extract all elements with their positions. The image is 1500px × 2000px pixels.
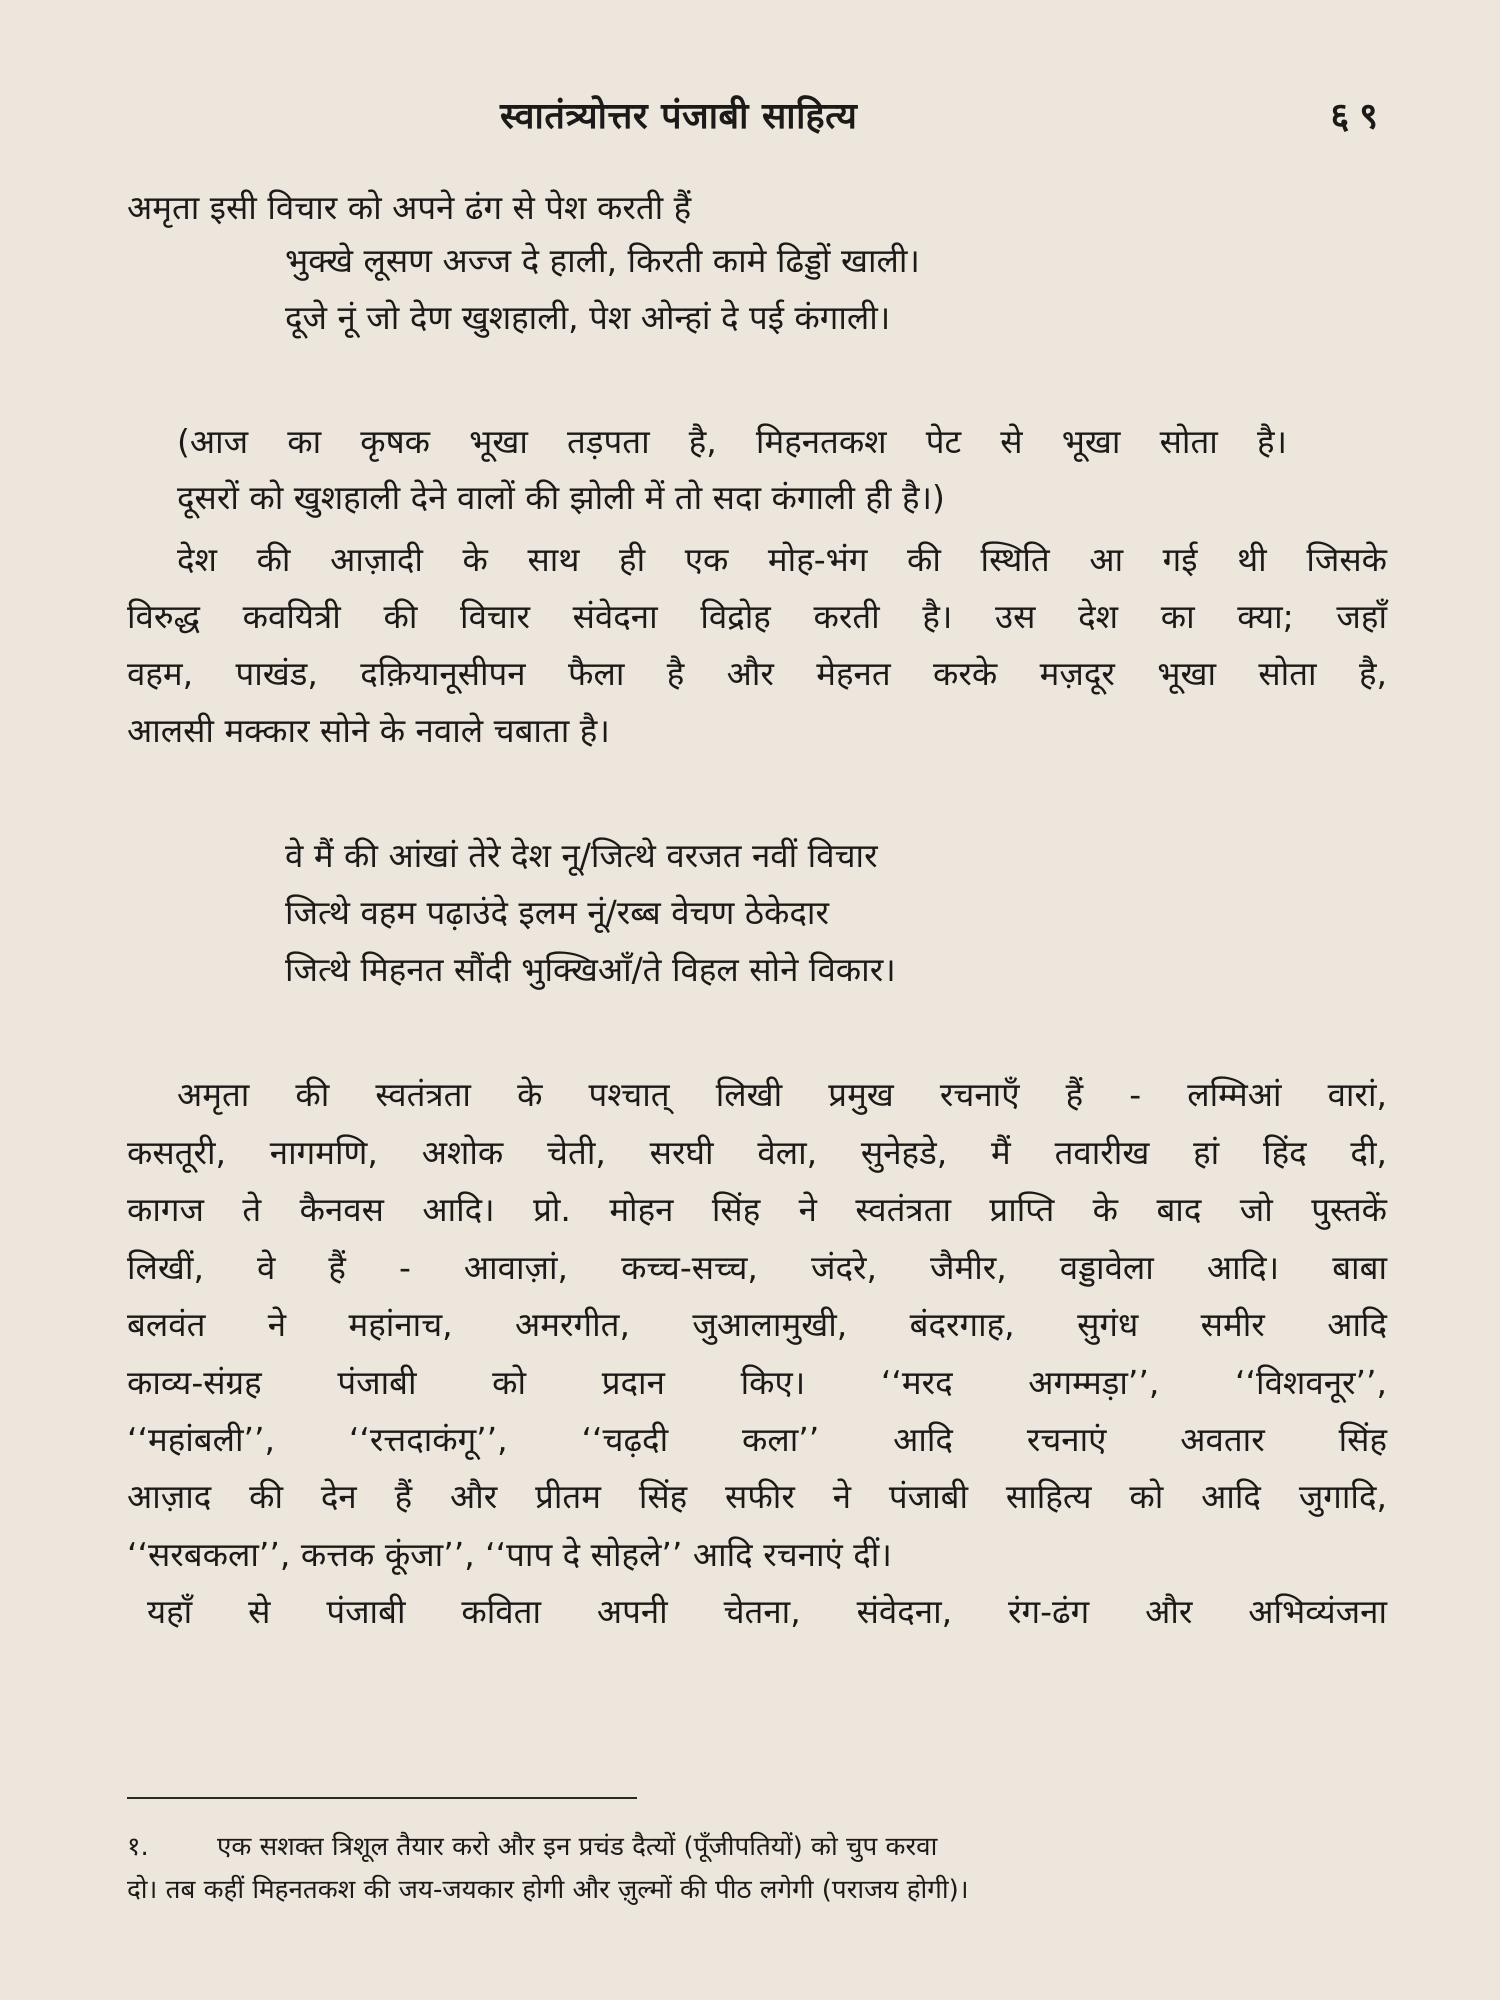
footnote-number: १. (127, 1832, 149, 1862)
paragraph-line: विरुद्ध कवयित्री की विचार संवेदना विद्रोह करती है। उस देश का क्या; जहाँ (127, 597, 1387, 636)
paragraph-line: वहम, पाखंड, दक़ियानूसीपन फैला है और मेहनत करके मज़दूर भूखा सोता है, (127, 654, 1387, 693)
paragraph-line: बलवंत ने महांनाच, अमरगीत, जुआलामुखी, बंदरगाह, सुगंध समीर आदि (127, 1305, 1387, 1344)
paragraph-line: देश की आज़ादी के साथ ही एक मोह-भंग की स्थिति आ गई थी जिसके (177, 540, 1387, 579)
page-number: ६९ (1330, 96, 1388, 137)
paragraph-line: यहाँ से पंजाबी कविता अपनी चेतना, संवेदना, रंग-ढंग और अभिव्यंजना (147, 1592, 1387, 1631)
translation-line-2: दूसरों को खुशहाली देने वालों की झोली में तो सदा कंगाली ही है।) (177, 478, 945, 517)
verse-line-4: जित्थे वहम पढ़ाउंदे इलम नूं/रब्ब वेचण ठेकेदार (285, 893, 829, 932)
footnote-divider (127, 1797, 637, 1799)
verse-line-5: जित्थे मिहनत सौंदी भुक्खिआँ/ते विहल सोने विकार। (285, 950, 896, 989)
translation-line-1: (आज का कृषक भूखा तड़पता है, मिहनतकश पेट से भूखा सोता है। (177, 422, 1287, 461)
footnote-line-1 (127, 1830, 1387, 1864)
verse-line-3: वे मैं की आंखां तेरे देश नू/जित्थे वरजत नवीं विचार (285, 836, 878, 875)
paragraph-line: लिखीं, वे हैं - आवाज़ां, कच्च-सच्च, जंदरे, जैमीर, वड्डावेला आदि। बाबा (127, 1248, 1387, 1287)
paragraph-line: ‘‘महांबली’’, ‘‘रत्तदाकंगू’’, ‘‘चढ़दी कला’’ आदि रचनाएं अवतार सिंह (127, 1420, 1387, 1459)
paragraph-line: अमृता की स्वतंत्रता के पश्चात् लिखी प्रमुख रचनाएँ हैं - लम्मिआं वारां, (177, 1075, 1387, 1114)
running-header (0, 90, 1500, 140)
footnote-line-2: दो। तब कहीं मिहनतकश की जय-जयकार होगी और ज़ुल्मों की पीठ लगेगी (पराजय होगी)। (127, 1875, 969, 1905)
body-line-1: अमृता इसी विचार को अपने ढंग से पेश करती हैं (127, 188, 692, 227)
paragraph-line: ‘‘सरबकला’’, कत्तक कूंजा’’, ‘‘पाप दे सोहले’’ आदि रचनाएं दीं। (127, 1535, 892, 1574)
paragraph-line: काव्य-संग्रह पंजाबी को प्रदान किए। ‘‘मरद अगम्मड़ा’’, ‘‘विशवनूर’’, (127, 1363, 1387, 1402)
verse-line-1: भुक्खे लूसण अज्ज दे हाली, किरती कामे ढिड्डों खाली। (285, 241, 920, 280)
verse-line-2: दूजे नूं जो देण खुशहाली, पेश ओन्हां दे पई कंगाली। (285, 298, 891, 337)
paragraph-line: कसतूरी, नागमणि, अशोक चेती, सरघी वेला, सुनेहडे, मैं तवारीख हां हिंद दी, (127, 1133, 1387, 1172)
footnote-text-1: एक सशक्त त्रिशूल तैयार करो और इन प्रचंड दैत्यों (पूँजीपतियों) को चुप करवा (217, 1832, 938, 1862)
paragraph-line: आलसी मक्कार सोने के नवाले चबाता है। (127, 711, 610, 750)
paragraph-line: कागज ते कैनवस आदि। प्रो. मोहन सिंह ने स्वतंत्रता प्राप्ति के बाद जो पुस्तकें (127, 1190, 1387, 1229)
running-title: स्वातंत्र्योत्तर पंजाबी साहित्य (500, 96, 858, 137)
paragraph-line: आज़ाद की देन हैं और प्रीतम सिंह सफीर ने पंजाबी साहित्य को आदि जुगादि, (127, 1477, 1387, 1516)
